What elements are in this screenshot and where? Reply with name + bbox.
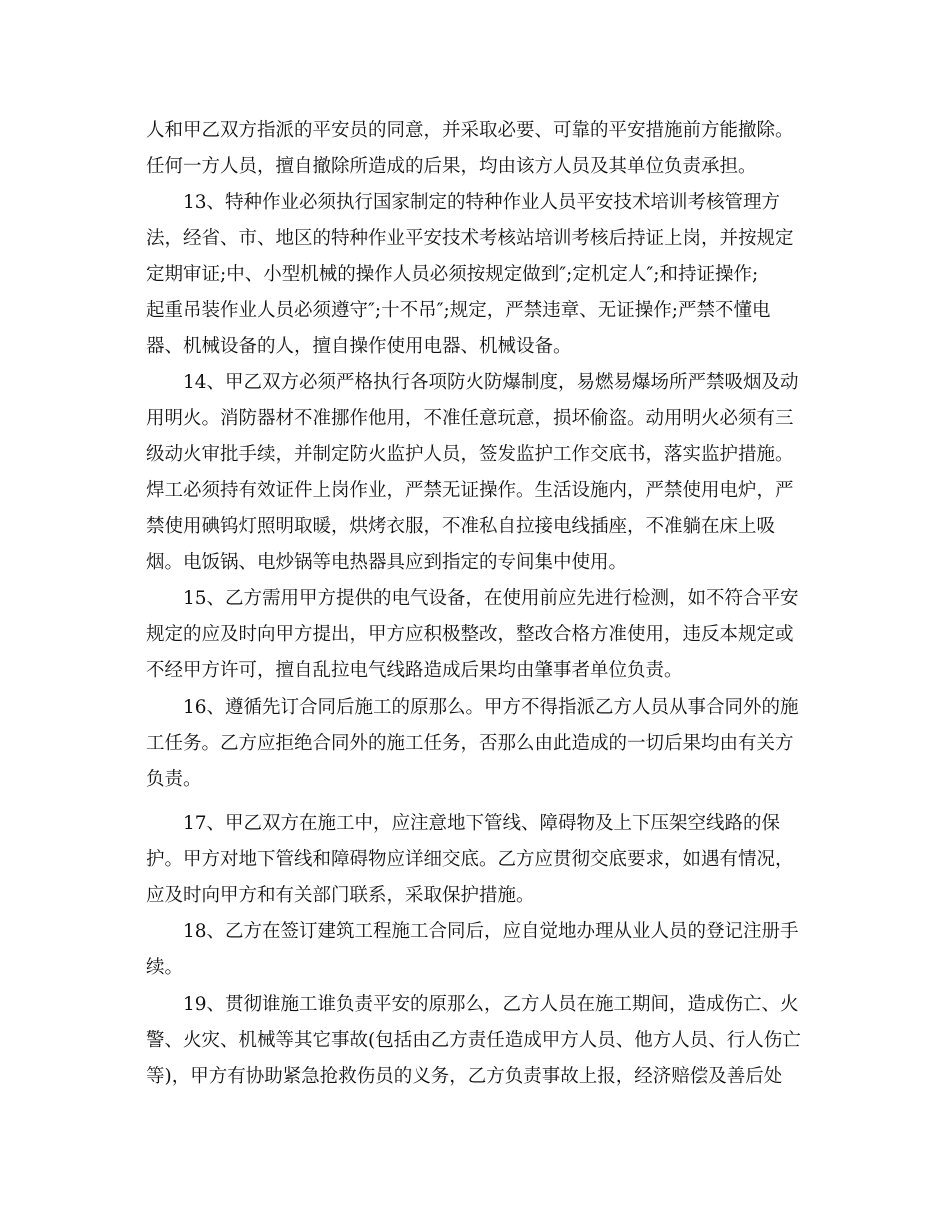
paragraph-line: 级动火审批手续，并制定防火监护人员，签发监护工作交底书，落实监护措施。 (146, 444, 794, 465)
paragraph-line: 工任务。乙方应拒绝合同外的施工任务，否那么由此造成的一切后果均由有关方 (146, 733, 794, 754)
paragraph-line: 焊工必须持有效证件上岗作业，严禁无证操作。生活设施内，严禁使用电炉，严 (146, 480, 794, 501)
paragraph-line: 任何一方人员，擅自撤除所造成的后果，均由该方人员及其单位负责承担。 (146, 156, 757, 177)
paragraph-line: 器、机械设备的人，擅自操作使用电器、机械设备。 (146, 336, 572, 357)
paragraph-line: 人和甲乙双方指派的平安员的同意，并采取必要、可靠的平安措施前方能撤除。 (146, 120, 794, 141)
paragraph-line: 19、贯彻谁施工谁负责平安的原那么，乙方人员在施工期间，造成伤亡、火 (183, 994, 799, 1015)
paragraph-line: 定期审证;中、小型机械的操作人员必须按规定做到″;定机定人″;和持证操作; (146, 264, 759, 285)
paragraph-line: 续。 (146, 957, 184, 978)
paragraph-line: 烟。电饭锅、电炒锅等电热器具应到指定的专间集中使用。 (146, 552, 628, 573)
paragraph-line: 15、乙方需用甲方提供的电气设备，在使用前应先进行检测，如不符合平安 (183, 588, 799, 609)
paragraph-line: 应及时向甲方和有关部门联系，采取保护措施。 (146, 885, 535, 906)
paragraph-line: 禁使用碘钨灯照明取暖，烘烤衣服，不准私自拉接电线插座，不准躺在床上吸 (146, 516, 776, 537)
paragraph-line: 18、乙方在签订建筑工程施工合同后，应自觉地办理从业人员的登记注册手 (183, 921, 799, 942)
paragraph-line: 等)，甲方有协助紧急抢救伤员的义务，乙方负责事故上报，经济赔偿及善后处 (146, 1066, 783, 1087)
paragraph-line: 用明火。消防器材不准挪作他用，不准任意玩意，损坏偷盗。动用明火必须有三 (146, 408, 794, 429)
paragraph-line: 13、特种作业必须执行国家制定的特种作业人员平安技术培训考核管理方 (183, 192, 781, 213)
paragraph-line: 不经甲方许可，擅自乱拉电气线路造成后果均由肇事者单位负责。 (146, 660, 683, 681)
paragraph-line: 规定的应及时向甲方提出，甲方应积极整改，整改合格方准使用，违反本规定或 (146, 624, 794, 645)
paragraph-line: 警、火灾、机械等其它事故(包括由乙方责任造成甲方人员、他方人员、行人伤亡 (146, 1030, 801, 1051)
paragraph-line: 护。甲方对地下管线和障碍物应详细交底。乙方应贯彻交底要求，如遇有情况， (146, 849, 794, 870)
paragraph-line: 14、甲乙双方必须严格执行各项防火防爆制度，易燃易爆场所严禁吸烟及动 (183, 372, 799, 393)
paragraph-line: 起重吊装作业人员必须遵守″;十不吊″;规定，严禁违章、无证操作;严禁不懂电 (146, 300, 771, 321)
paragraph-line: 法，经省、市、地区的特种作业平安技术考核站培训考核后持证上岗，并按规定 (146, 228, 794, 249)
paragraph-line: 负责。 (146, 769, 202, 790)
paragraph-line: 16、遵循先订合同后施工的原那么。甲方不得指派乙方人员从事合同外的施 (183, 697, 799, 718)
paragraph-line: 17、甲乙双方在施工中，应注意地下管线、障碍物及上下压架空线路的保 (183, 813, 781, 834)
